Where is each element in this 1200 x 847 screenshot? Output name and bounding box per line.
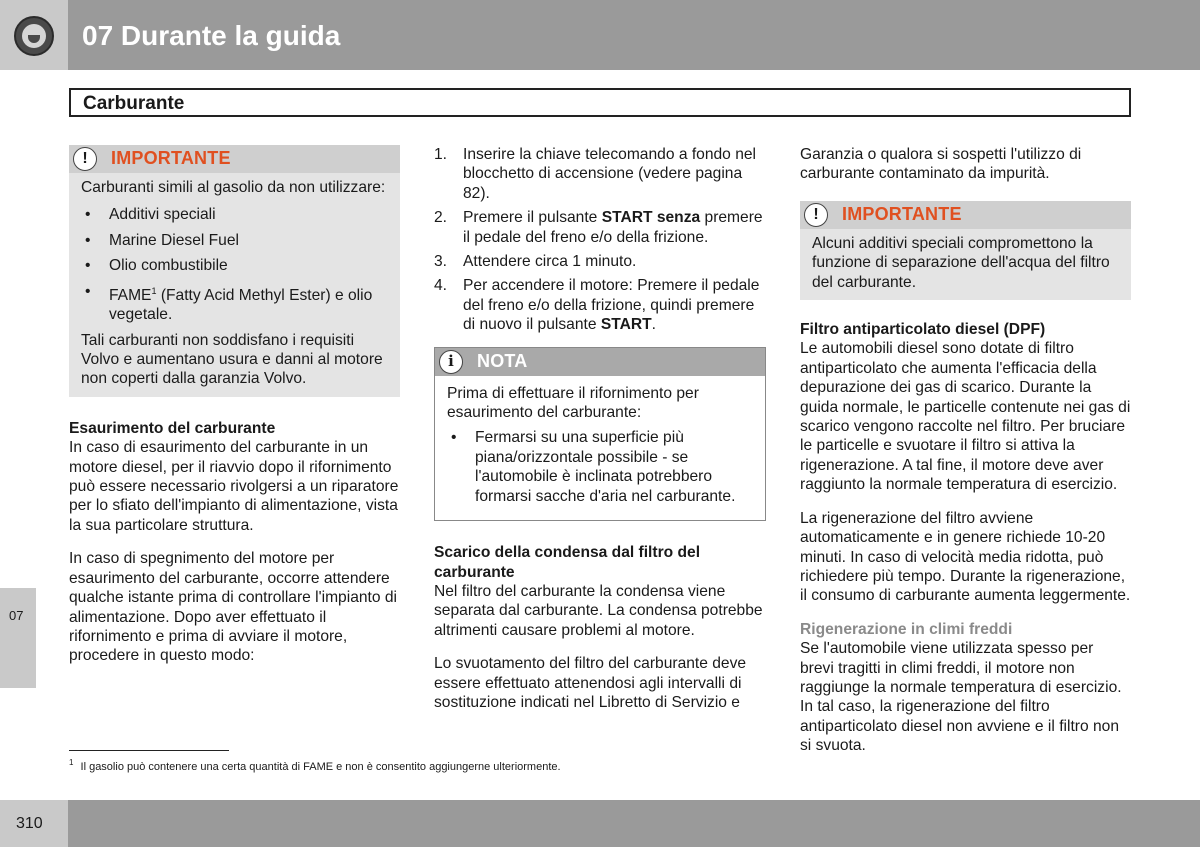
heading-dpf: Filtro antiparticolato diesel (DPF) [800,321,1046,339]
heading-esaurimento: Esaurimento del carburante [69,419,276,437]
list-item: • Marine Diesel Fuel [81,231,388,250]
section-title: Carburante [83,93,185,114]
step-text: Attendere circa 1 minuto. [463,253,637,271]
header-icon-box [0,0,68,70]
note-list [447,428,753,506]
step-number: 4. [434,277,448,295]
important-header [800,201,1131,229]
important-intro: Carburanti simili al gasolio da non utilizzare: [81,179,386,196]
step-item [434,208,766,247]
paragraph: In caso di esaurimento del carburante in un motore diesel, per il riavvio dopo il rifornimento può essere necessario rivolgersi a un riparatore per lo sfiato dell'impianto di alimentazione, vista la sua particolare struttura. [69,439,399,534]
step-text: Premere il pulsante [463,209,602,227]
paragraph: Garanzia o qualora si sospetti l'utilizzo di carburante contaminato da impurità. [800,146,1082,183]
steps-list [434,145,766,335]
fuel-list [81,205,388,324]
footnote-ref: 1 [151,285,157,296]
section-header [69,88,1131,117]
heading-climi: Rigenerazione in climi freddi [800,620,1013,638]
exclamation-icon: ! [804,203,828,227]
exclamation-icon: ! [73,147,97,171]
important-header [69,145,400,173]
step-bold: START [600,316,652,334]
note-header [435,348,765,376]
list-item [81,282,388,325]
column-3 [800,145,1131,770]
paragraph: In caso di spegnimento del motore per esaurimento del carburante, occorre attendere qualche istante prima di controllare l'impianto di alimentazione. Dopo aver effettuato il rifornimento e prima di avviare il motore, procedere in questo modo: [69,550,398,665]
info-icon: i [439,350,463,374]
chapter-title: 07 Durante la guida [82,20,341,51]
note-label: NOTA [477,350,528,371]
page-number-box [0,800,68,847]
header-bar [0,0,1200,70]
step-item [434,276,766,334]
paragraph: La rigenerazione del filtro avviene automaticamente e in genere richiede 10-20 minuti. In caso di velocità media ridotta, può richiedere più tempo. Durante la rigenerazione, il consumo di carburante aumenta leggermente. [800,509,1131,605]
list-item: • Fermarsi su una superficie più piana/orizzontale possibile - se l'automobile è inclinata potrebbero formarsi sacche d'aria nel carburante. [447,428,753,506]
paragraph: Nel filtro del carburante la condensa viene separata dal carburante. La condensa potrebbe altrimenti causare problemi al motore. [434,582,763,639]
step-text: Inserire la chiave telecomando a fondo nel blocchetto di accensione (vedere pagina 82). [463,146,756,202]
important-box-2 [800,201,1131,300]
note-intro: Prima di effettuare il rifornimento per esaurimento del carburante: [447,384,699,422]
list-item: • Additivi speciali [81,205,388,224]
steering-wheel-icon [14,16,54,56]
footer-bar [0,800,1200,847]
column-1 [69,145,400,680]
chapter-number: 07 [9,608,24,623]
step-item [434,252,766,271]
step-number: 1. [434,146,448,163]
important-text: Alcuni additivi speciali compromettono la funzione di separazione dell'acqua del filtro del carburante. [812,234,1110,291]
column-2 [434,145,766,726]
step-text: Per accendere il motore: Premere il pedale del freno e/o della frizione, quindi premere di nuovo il pulsante [463,277,760,334]
step-text: . [651,316,657,334]
page-number: 310 [16,815,43,832]
important-outro: Tali carburanti non soddisfano i requisiti Volvo e aumentano usura e danni al motore non coperti dalla garanzia Volvo. [81,331,383,388]
footnote [69,758,561,773]
step-item [434,145,766,203]
footnote-number: 1 [69,758,74,767]
step-text: premere il pedale del freno e/o della frizione. [463,209,763,246]
important-label: IMPORTANTE [111,148,231,168]
important-label: IMPORTANTE [842,203,962,224]
paragraph: Se l'automobile viene utilizzata spesso per brevi tragitti in climi freddi, il motore non raggiunge la normale temperatura di esercizio. In tal caso, la rigenerazione del filtro antiparticolato diesel non avviene e il filtro non si svuota. [800,640,1122,755]
chapter-side-tab [0,588,36,688]
footnote-text: Il gasolio può contenere una certa quantità di FAME e non è consentito aggiungerne ulteriormente. [80,760,561,773]
footnote-divider [69,750,229,751]
fame-text: FAME [109,286,152,304]
note-box [434,347,766,521]
paragraph: Le automobili diesel sono dotate di filtro antiparticolato che aumenta l'efficacia della depurazione dei gas di scarico. Durante la guida normale, le particelle contenute nei gas di scarico vengono raccolte nel filtro. Per bruciare le particelle e svuotare il filtro si attiva la rigenerazione. A tal fine, il motore deve aver raggiunto la normale temperatura di esercizio. [800,340,1131,494]
step-number: 2. [434,209,448,227]
important-box [69,145,400,397]
list-item: • Olio combustibile [81,256,388,275]
step-bold: START senza [601,209,701,227]
paragraph: Lo svuotamento del filtro del carburante deve essere effettuato attenendosi agli intervalli di sostituzione indicati nel Libretto di Servizio e [434,655,747,711]
fame-desc: (Fatty Acid Methyl Ester) e olio vegetale. [109,286,373,324]
step-number: 3. [434,253,448,271]
heading-scarico: Scarico della condensa dal filtro del carburante [434,544,701,581]
